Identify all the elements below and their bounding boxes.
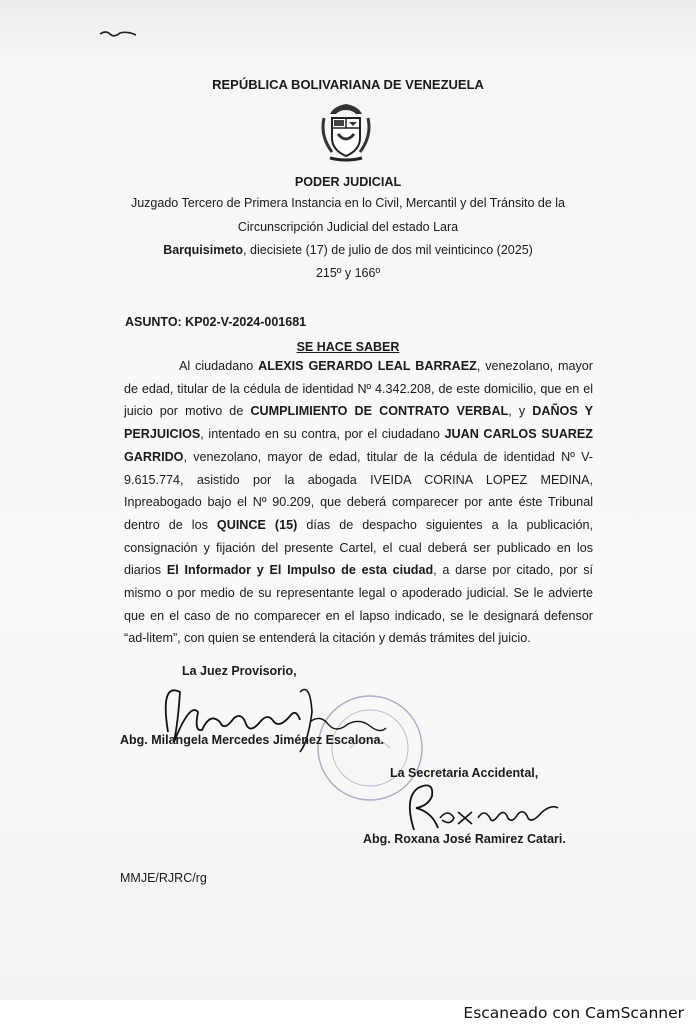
camscanner-watermark: Escaneado con CamScanner: [463, 1004, 684, 1022]
body-text-1: Al ciudadano: [179, 359, 259, 373]
claim-2: DAÑOS Y PERJUICIOS: [124, 404, 594, 442]
notice-body: [124, 355, 593, 650]
defendant-name: ALEXIS GERARDO LEAL BARRAEZ: [258, 359, 477, 373]
coat-of-arms-icon: [318, 100, 374, 164]
body-text-5: , venezolano, mayor de edad, titular de la cédula de identidad Nº V-9.615.774, asistido por la abogada IVEIDA CORINA LOPEZ MEDINA, Inpreabogado bajo el Nº 90.209, que deberá comparecer por ante éste Tribunal dentro de los: [124, 449, 593, 532]
secretary-name: Abg. Roxana José Ramirez Catari.: [363, 832, 566, 846]
date-line: [0, 243, 696, 257]
asunto-line: ASUNTO: KP02-V-2024-001681: [125, 315, 307, 329]
body-text-3: , y: [508, 404, 533, 419]
date-rest: , diecisiete (17) de julio de dos mil veinticinco (2025): [243, 243, 533, 257]
body-text-2: , venezolano, mayor de edad, titular de la cédula de identidad Nº 4.342.208, de este domicilio, que en el juicio por motivo de: [124, 359, 594, 419]
claim-1: CUMPLIMIENTO DE CONTRATO VERBAL: [250, 404, 509, 419]
body-text-7: , a darse por citado, por sí mismo o por medio de su representante legal o apoderado judicial. Se le advierte que en el caso de no comparecer en el lapso indicado, se le designará defensor “ad-litem”, con quien se entenderá la citación y demás trámites del juicio.: [124, 563, 593, 646]
years-line: 215º y 166º: [315, 266, 381, 280]
term-days: QUINCE (15): [216, 517, 298, 532]
body-text-6: días de despacho siguientes a la publicación, consignación y fijación del presente Cartel, el cual deberá ser publicado en los diarios: [124, 517, 593, 578]
republic-heading: REPÚBLICA BOLIVARIANA DE VENEZUELA: [212, 77, 484, 92]
plaintiff-name: JUAN CARLOS SUAREZ GARRIDO: [124, 427, 593, 464]
newspapers: El Informador y El Impulso de esta ciudad: [166, 563, 434, 578]
title-text: SE HACE SABER: [296, 340, 400, 354]
initials: MMJE/RJRC/rg: [120, 871, 207, 885]
judge-title: La Juez Provisorio,: [182, 664, 297, 678]
court-line-1: Juzgado Tercero de Primera Instancia en lo Civil, Mercantil y del Tránsito de la: [130, 196, 565, 210]
scan-mark: [98, 28, 138, 38]
date-city: Barquisimeto: [163, 243, 244, 257]
body-text-4: , intentado en su contra, por el ciudadano: [200, 427, 445, 442]
judge-name: Abg. Milangela Mercedes Jiménez Escalona.: [120, 733, 384, 747]
secretary-signature: [392, 778, 562, 838]
court-line-2: Circunscripción Judicial del estado Lara: [237, 220, 459, 234]
secretary-title: La Secretaria Accidental,: [390, 766, 539, 780]
title-se-hace-saber: [0, 340, 696, 354]
poder-judicial-heading: PODER JUDICIAL: [294, 175, 402, 189]
judge-signature: [150, 672, 390, 762]
